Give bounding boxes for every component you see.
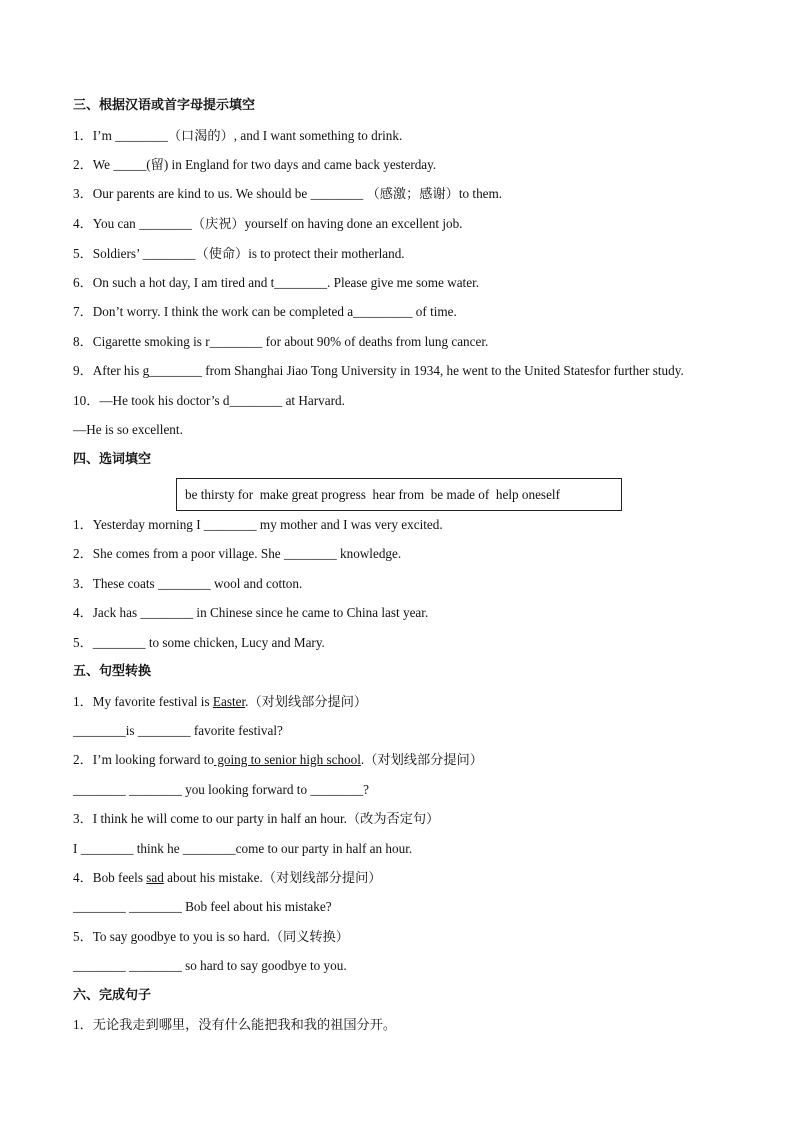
section-6-heading: 六、完成句子 — [73, 988, 152, 1003]
s5-answer-4: ________ ________ Bob feel about his mistake? — [73, 899, 332, 914]
s3-question-6: 6．On such a hot day, I am tired and t________. Please give me some water. — [73, 275, 480, 290]
s5-q2-pre: 2．I’m looking forward to — [73, 752, 215, 767]
s5-answer-3: I ________ think he ________come to our party in half an hour. — [73, 841, 413, 856]
s5-q2-post: .（对划线部分提问） — [360, 752, 483, 767]
s3-question-8: 8．Cigarette smoking is r________ for about 90% of deaths from lung cancer. — [73, 334, 489, 349]
s5-answer-1: ________is ________ favorite festival? — [73, 723, 283, 738]
s5-q1-pre: 1．My favorite festival is — [73, 694, 213, 709]
s5-question-3: 3．I think he will come to our party in half an hour.（改为否定句） — [73, 811, 440, 826]
s5-question-2 — [73, 751, 773, 769]
s3-question-9: 9．After his g________ from Shanghai Jiao Tong University in 1934, he went to the United Statesfor further study. — [73, 363, 684, 378]
s5-answer-2: ________ ________ you looking forward to ________? — [73, 782, 369, 797]
s5-q4-underlined: sad — [146, 870, 164, 885]
s4-question-5: 5．________ to some chicken, Lucy and Mary. — [73, 635, 325, 650]
s5-q4-post: about his mistake.（对划线部分提问） — [163, 870, 382, 885]
s5-q2-underlined: going to senior high school — [214, 752, 361, 767]
section-4-heading: 四、选词填空 — [73, 452, 152, 467]
s5-q1-post: .（对划线部分提问） — [245, 694, 368, 709]
s3-question-3: 3．Our parents are kind to us. We should be ________ （感激；感谢）to them. — [73, 186, 503, 201]
s5-q4-pre: 4．Bob feels — [73, 870, 147, 885]
s6-question-1: 1．无论我走到哪里，没有什么能把我和我的祖国分开。 — [73, 1017, 397, 1032]
s3-question-10: 10．—He took his doctor’s d________ at Harvard. — [73, 393, 345, 408]
s4-question-1: 1．Yesterday morning I ________ my mother and I was very excited. — [73, 517, 443, 532]
s3-question-10-reply: —He is so excellent. — [73, 422, 183, 437]
s5-q1-underlined: Easter — [212, 694, 246, 709]
s5-question-5: 5．To say goodbye to you is so hard.（同义转换） — [73, 929, 349, 944]
s3-question-2: 2．We _____(留) in England for two days and came back yesterday. — [73, 157, 437, 172]
s4-question-3: 3．These coats ________ wool and cotton. — [73, 576, 303, 591]
section-5-heading: 五、句型转换 — [73, 664, 152, 679]
s5-question-1 — [73, 693, 773, 711]
section-3-heading: 三、根据汉语或首字母提示填空 — [73, 98, 256, 113]
s3-question-7: 7．Don’t worry. I think the work can be completed a_________ of time. — [73, 304, 457, 319]
s5-question-4 — [73, 869, 773, 887]
word-bank-box: be thirsty for make great progress hear from be made of help oneself — [176, 478, 622, 511]
s3-question-5: 5．Soldiers’ ________（使命）is to protect their motherland. — [73, 246, 405, 261]
s3-question-4: 4．You can ________（庆祝）yourself on having done an excellent job. — [73, 216, 463, 231]
s4-question-4: 4．Jack has ________ in Chinese since he came to China last year. — [73, 605, 429, 620]
s5-answer-5: ________ ________ so hard to say goodbye to you. — [73, 958, 347, 973]
s4-question-2: 2．She comes from a poor village. She ________ knowledge. — [73, 546, 402, 561]
s3-question-1: 1．I’m ________（口渴的）, and I want something to drink. — [73, 128, 403, 143]
